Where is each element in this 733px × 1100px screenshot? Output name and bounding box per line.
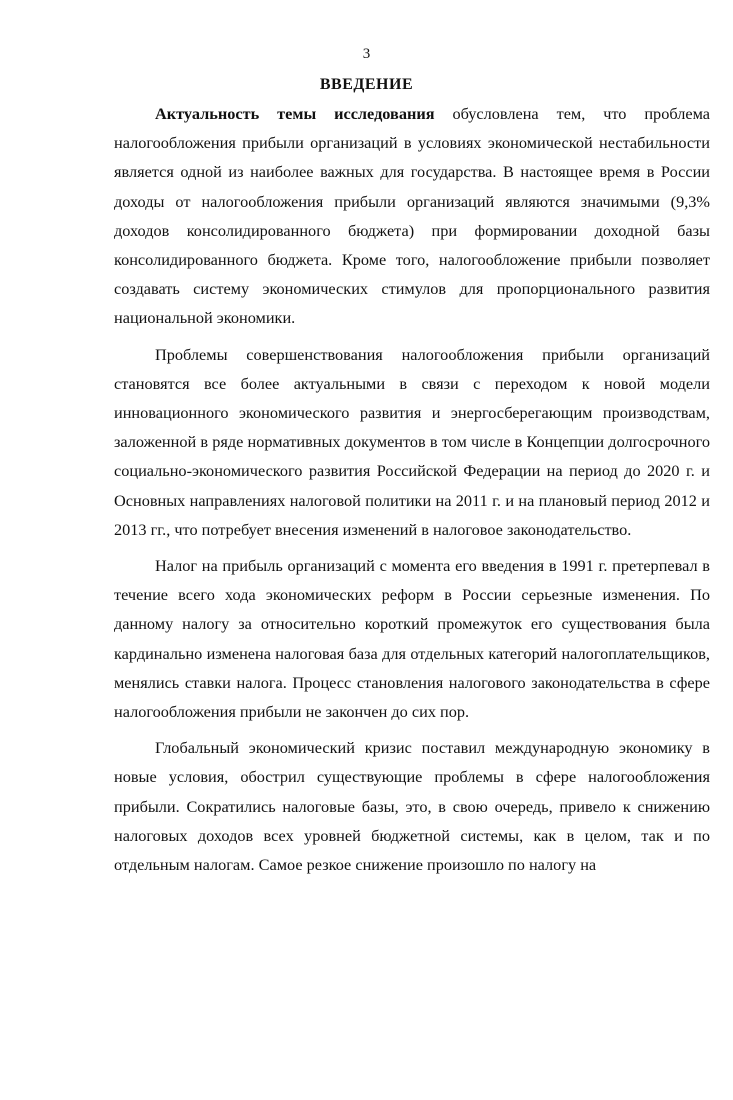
body-text [114, 99, 710, 879]
paragraph-tax-history: Налог на прибыль организаций с момента его введения в 1991 г. претерпевал в течение всего хода экономических реформ в России серьезные изменения. По данному налогу за относительно короткий промежуток его существования была кардинально изменена налоговая база для отдельных категорий налогоплательщиков, менялись ставки налога. Процесс становления налогового законодательства в сфере налогообложения прибыли не закончен до сих пор. [114, 556, 710, 722]
page-number: 3 [362, 46, 371, 62]
paragraph-text: обусловлена тем, что проблема налогообложения прибыли организаций в условиях экономической нестабильности является одной из наиболее важных для государства. В настоящее время в России доходы от налогообложения прибыли организаций являются значимыми (9,3% доходов консолидированного бюджета) при формировании доходной базы консолидированного бюджета. Кроме того, налогообложение прибыли позволяет создавать систему экономических стимулов для пропорционального развития национальной экономики. [114, 104, 710, 328]
paragraph-improvement: Проблемы совершенствования налогообложения прибыли организаций становятся все более актуальными в связи с переходом к новой модели инновационного экономического развития и энергосберегающим производствам, заложенной в ряде нормативных документов в том числе в Концепции долгосрочного социально-экономического развития Российской Федерации на период до 2020 г. и Основных направлениях налоговой политики на 2011 г. и на плановый период 2012 и 2013 гг., что потребует внесения изменений в налоговое законодательство. [114, 344, 710, 539]
paragraph-lead: Актуальность темы исследования [155, 104, 435, 123]
paragraph-relevance [114, 99, 710, 333]
section-heading: ВВЕДЕНИЕ [319, 76, 414, 93]
paragraph-global-crisis: Глобальный экономический кризис поставил международную экономику в новые условия, обострил существующие проблемы в сфере налогообложения прибыли. Сократились налоговые базы, это, в свою очередь, привело к снижению налоговых доходов всех уровней бюджетной системы, как в целом, так и по отдельным налогам. Самое резкое снижение произошло по налогу на [114, 738, 710, 875]
